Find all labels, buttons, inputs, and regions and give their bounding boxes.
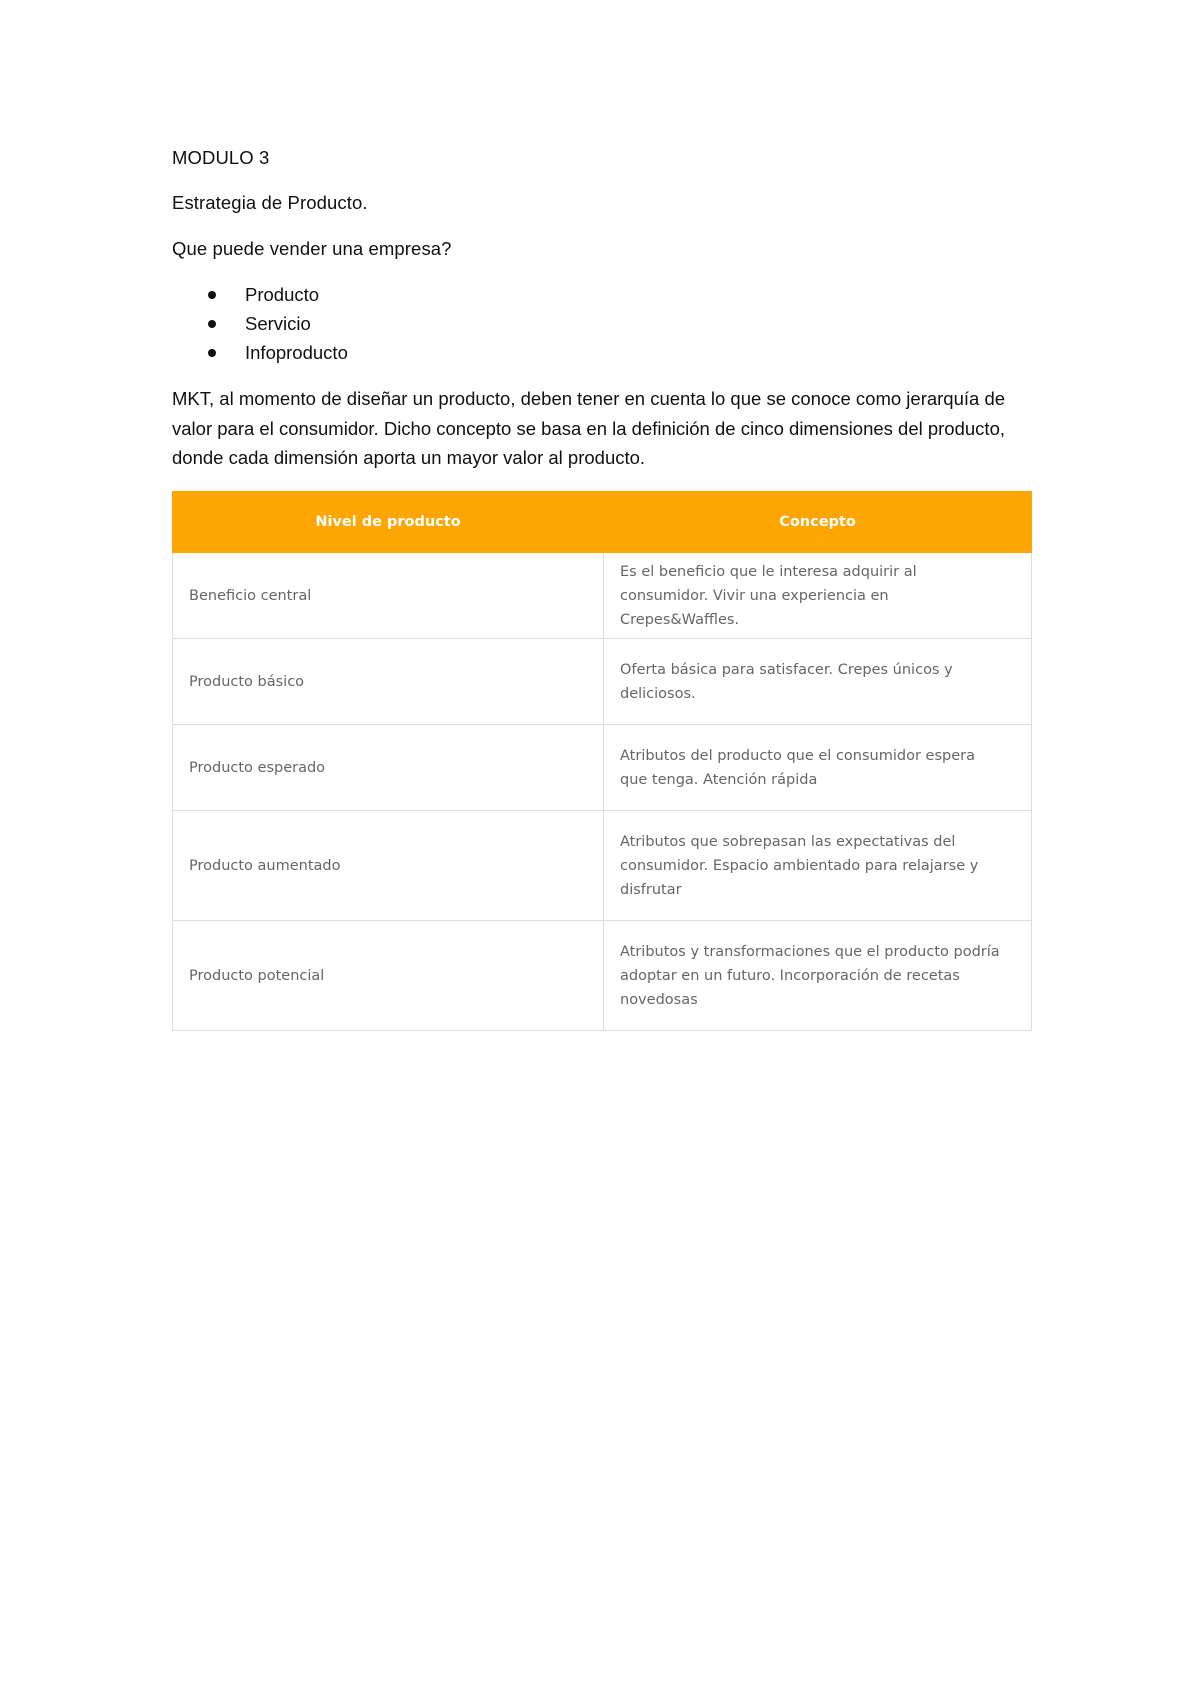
list-item	[172, 309, 348, 338]
table-row	[173, 921, 1032, 1031]
list-item-label: Producto	[245, 284, 320, 305]
concept-cell: Atributos que sobrepasan las expectativas del consumidor. Espacio ambientado para relajarse y disfrutar	[604, 811, 1032, 921]
list-item	[172, 280, 348, 309]
header-level: Nivel de producto	[173, 492, 604, 553]
level-cell: Beneficio central	[173, 553, 604, 639]
level-cell: Producto esperado	[173, 725, 604, 811]
list-item-label: Infoproducto	[245, 342, 348, 363]
concept-cell: Atributos y transformaciones que el producto podría adoptar en un futuro. Incorporación de recetas novedosas	[604, 921, 1032, 1031]
list-item	[172, 338, 348, 367]
table-header-row	[173, 492, 1032, 553]
question-text: Que puede vender una empresa?	[172, 238, 452, 259]
bullet-icon	[208, 349, 216, 357]
level-cell: Producto aumentado	[173, 811, 604, 921]
header-concept: Concepto	[604, 492, 1032, 553]
bullet-icon	[208, 291, 216, 299]
offering-list	[172, 280, 348, 367]
table-row	[173, 553, 1032, 639]
table-row	[173, 811, 1032, 921]
intro-paragraph: MKT, al momento de diseñar un producto, deben tener en cuenta lo que se conoce como jerarquía de valor para el consumidor. Dicho concepto se basa en la definición de cinco dimensiones del producto, donde cada dimensión aporta un mayor valor al producto.	[172, 388, 1006, 468]
level-cell: Producto básico	[173, 639, 604, 725]
list-item-label: Servicio	[245, 313, 311, 334]
table-row	[173, 725, 1032, 811]
bullet-icon	[208, 320, 216, 328]
strategy-title: Estrategia de Producto.	[172, 192, 368, 213]
product-levels-table	[172, 491, 1032, 1031]
concept-cell: Oferta básica para satisfacer. Crepes únicos y deliciosos.	[604, 639, 1032, 725]
level-cell: Producto potencial	[173, 921, 604, 1031]
concept-cell: Atributos del producto que el consumidor espera que tenga. Atención rápida	[604, 725, 1032, 811]
table-row	[173, 639, 1032, 725]
concept-cell: Es el beneficio que le interesa adquirir al consumidor. Vivir una experiencia en Crepes&Waffles.	[604, 553, 1032, 639]
module-title: MODULO 3	[172, 147, 270, 168]
